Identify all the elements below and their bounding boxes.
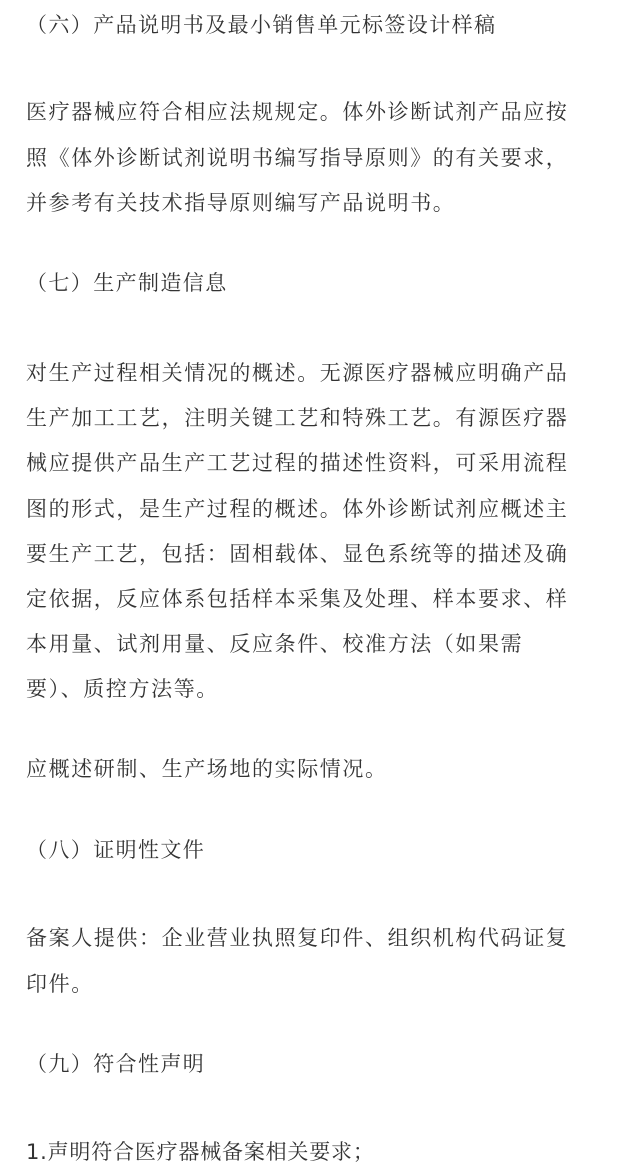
- paragraph-line: 要生产工艺，包括：固相载体、显色系统等的描述及确: [26, 542, 569, 566]
- section-heading-9: （九）符合性声明: [26, 1052, 206, 1076]
- section-heading-8: （八）证明性文件: [26, 838, 206, 862]
- paragraph-line: 械应提供产品生产工艺过程的描述性资料，可采用流程: [26, 451, 569, 475]
- paragraph-line: 图的形式，是生产过程的概述。体外诊断试剂应概述主: [26, 497, 569, 521]
- paragraph-line: 应概述研制、生产场地的实际情况。: [26, 757, 388, 781]
- paragraph-line: 备案人提供：企业营业执照复印件、组织机构代码证复: [26, 926, 569, 950]
- paragraph-line: 要）、质控方法等。: [26, 677, 219, 701]
- paragraph-line: 印件。: [26, 972, 94, 996]
- paragraph-line: 并参考有关技术指导原则编写产品说明书。: [26, 191, 456, 215]
- section-heading-6: （六）产品说明书及最小销售单元标签设计样稿: [26, 13, 497, 37]
- paragraph-line: 定依据，反应体系包括样本采集及处理、样本要求、样: [26, 587, 569, 611]
- paragraph-line: 1.声明符合医疗器械备案相关要求；: [26, 1140, 375, 1164]
- paragraph-line: 生产加工工艺，注明关键工艺和特殊工艺。有源医疗器: [26, 406, 569, 430]
- section-heading-7: （七）生产制造信息: [26, 271, 228, 295]
- paragraph-line: 对生产过程相关情况的概述。无源医疗器械应明确产品: [26, 361, 569, 385]
- paragraph-line: 医疗器械应符合相应法规规定。体外诊断试剂产品应按: [26, 100, 569, 124]
- paragraph-line: 本用量、试剂用量、反应条件、校准方法（如果需: [26, 632, 524, 656]
- paragraph-line: 照《体外诊断试剂说明书编写指导原则》的有关要求，: [26, 146, 569, 170]
